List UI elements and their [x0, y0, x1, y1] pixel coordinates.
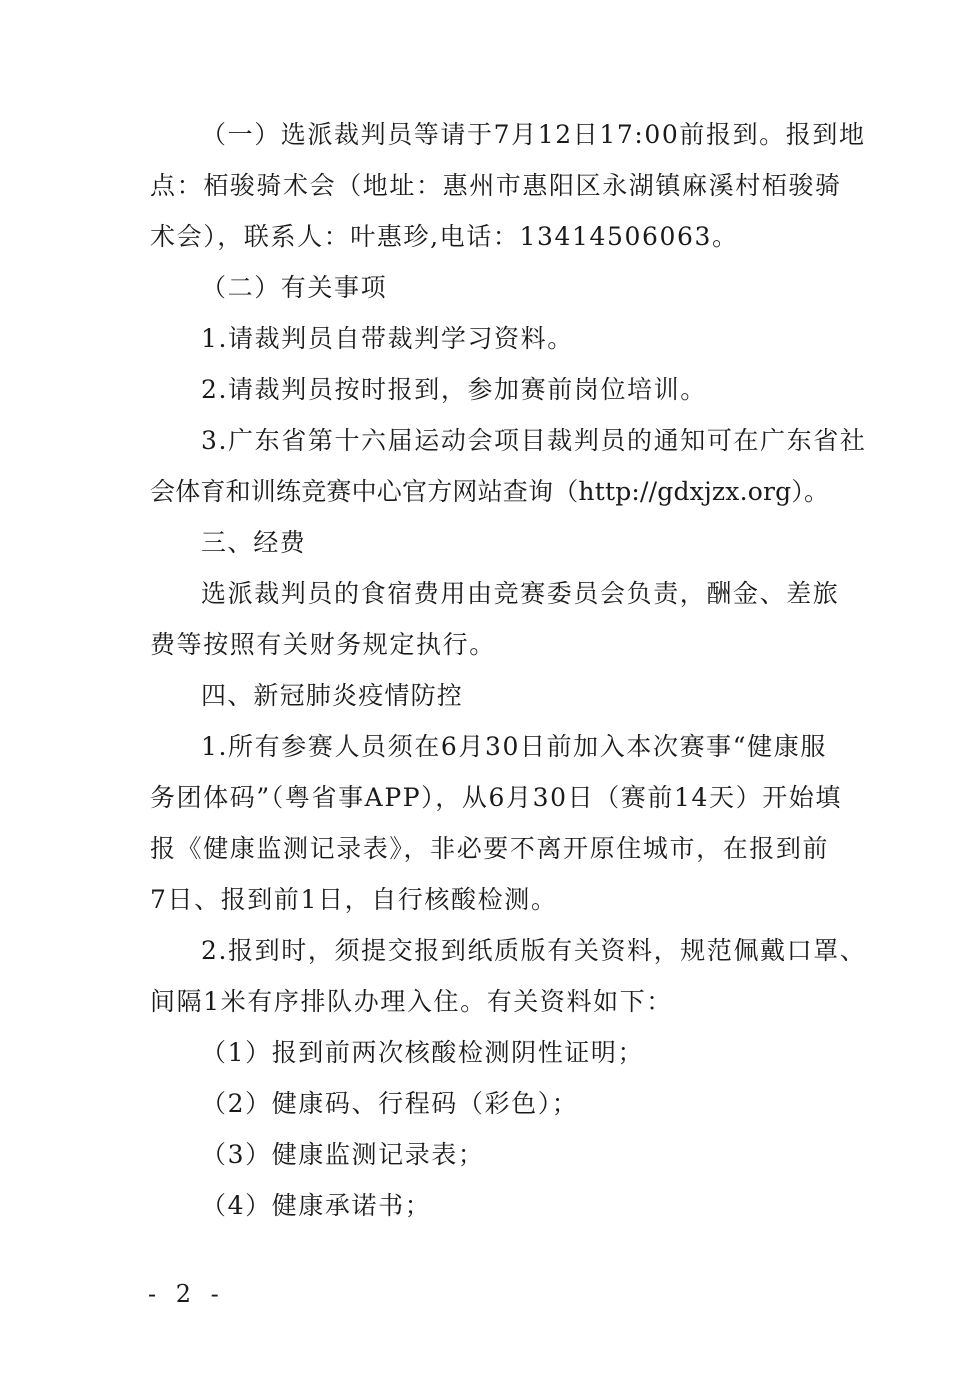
paragraph-line: 7日、报到前1日，自行核酸检测。: [150, 885, 558, 914]
list-item: 2.请裁判员按时报到，参加赛前岗位培训。: [201, 375, 707, 404]
paragraph-line: 会体育和训练竞赛中心官方网站查询（http://gdxjzx.org）。: [150, 477, 830, 506]
paragraph-line: 报《健康监测记录表》，非必要不离开原住城市，在报到前: [150, 834, 830, 863]
page-number: - 2 -: [148, 1280, 225, 1308]
list-item: 1.所有参赛人员须在6月30日前加入本次赛事“健康服: [201, 732, 827, 761]
list-item: 1.请裁判员自带裁判学习资料。: [201, 324, 574, 353]
paragraph-line: 间隔1米有序排队办理入住。有关资料如下：: [150, 987, 673, 1016]
paragraph-line: 费等按照有关财务规定执行。: [150, 630, 496, 659]
subsection-heading: （二）有关事项: [201, 273, 388, 302]
paragraph-line: （一）选派裁判员等请于7月12日17:00前报到。报到地: [201, 120, 866, 149]
sub-list-item: （2）健康码、行程码（彩色）；: [201, 1089, 579, 1118]
list-item: 3.广东省第十六届运动会项目裁判员的通知可在广东省社: [201, 426, 867, 455]
paragraph-line: 术会），联系人：叶惠珍,电话：13414506063。: [150, 222, 739, 251]
sub-list-item: （1）报到前两次核酸检测阴性证明；: [201, 1038, 645, 1067]
paragraph-line: 点：栢骏骑术会（地址：惠州市惠阳区永湖镇麻溪村栢骏骑: [150, 171, 842, 200]
list-item: 2.报到时，须提交报到纸质版有关资料，规范佩戴口罩、: [201, 936, 867, 965]
sub-list-item: （3）健康监测记录表；: [201, 1140, 485, 1169]
paragraph-line: 务团体码”（粤省事APP），从6月30日（赛前14天）开始填: [150, 783, 843, 812]
sub-list-item: （4）健康承诺书；: [201, 1191, 432, 1220]
section-heading-funding: 三、经费: [201, 528, 306, 557]
paragraph-line: 选派裁判员的食宿费用由竞赛委员会负责，酬金、差旅: [201, 579, 840, 608]
section-heading-covid: 四、新冠肺炎疫情防控: [201, 681, 464, 710]
